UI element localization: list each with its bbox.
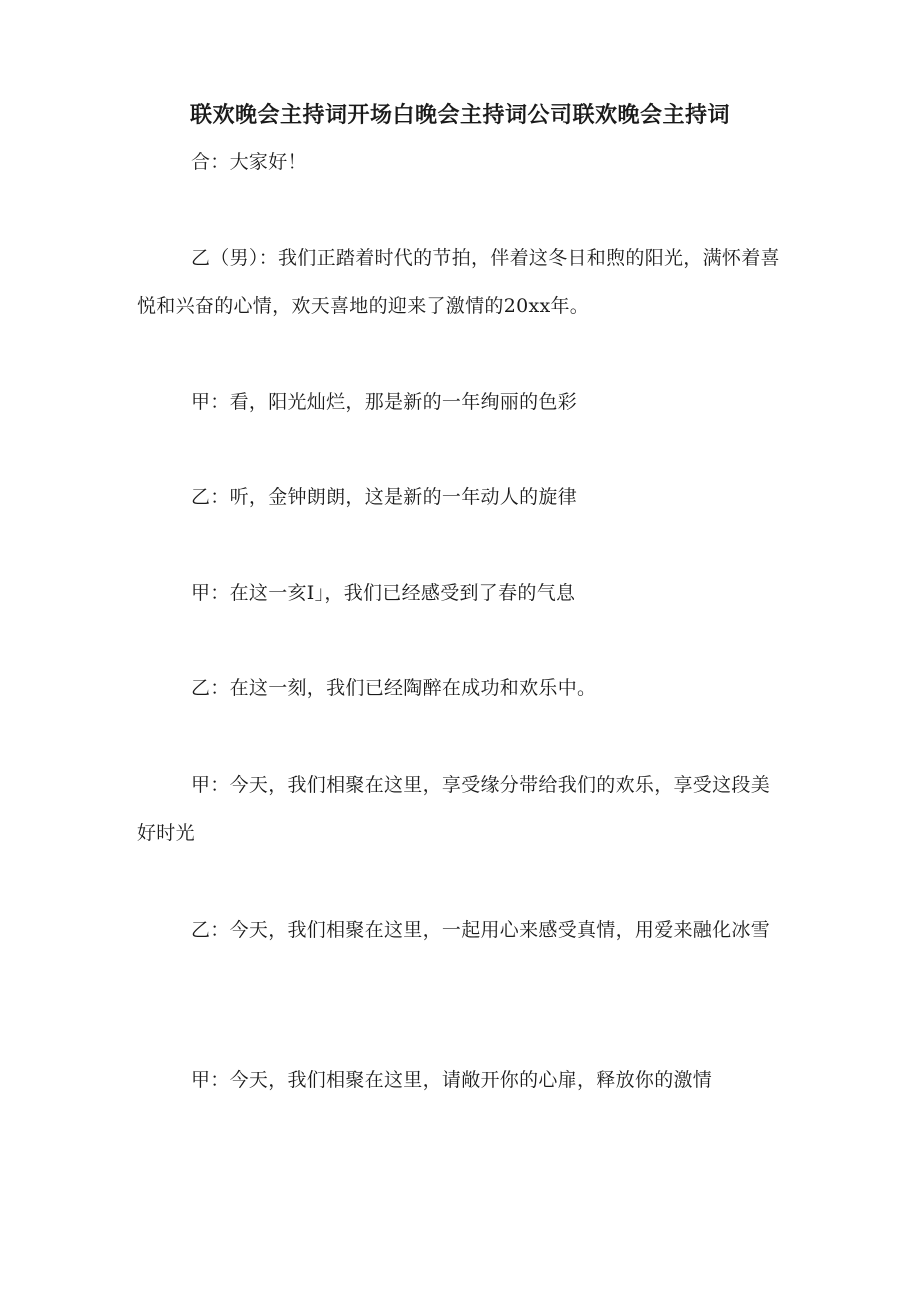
paragraph-gather-passion: 甲：今天，我们相聚在这里，请敞开你的心扉，释放你的激情 <box>191 1069 713 1091</box>
paragraph-success-joy: 乙：在这一刻，我们已经陶醉在成功和欢乐中。 <box>191 677 597 699</box>
paragraph-gather-heart: 乙：今天，我们相聚在这里，一起用心来感受真情，用爱来融化冰雪 <box>191 919 771 941</box>
paragraph-gather-fate: 甲：今天，我们相聚在这里，享受缘分带给我们的欢乐，享受这段美好时光 <box>137 774 771 844</box>
document-title: 联欢晚会主持词开场白晚会主持词公司联欢晚会主持词 <box>189 103 730 128</box>
paragraph-look-sunshine: 甲：看，阳光灿烂，那是新的一年绚丽的色彩 <box>191 391 578 413</box>
paragraph-spring-breath: 甲：在这一亥I」，我们已经感受到了春的气息 <box>191 582 576 604</box>
paragraph-opening-male: 乙（男）：我们正踏着时代的节拍，伴着这冬日和煦的阳光，满怀着喜悦和兴奋的心情，欢天喜地的迎来了激情的20xx年。 <box>137 247 780 317</box>
paragraph-listen-bells: 乙：听，金钟朗朗，这是新的一年动人的旋律 <box>191 486 578 508</box>
paragraph-greeting: 合：大家好！ <box>191 151 307 173</box>
